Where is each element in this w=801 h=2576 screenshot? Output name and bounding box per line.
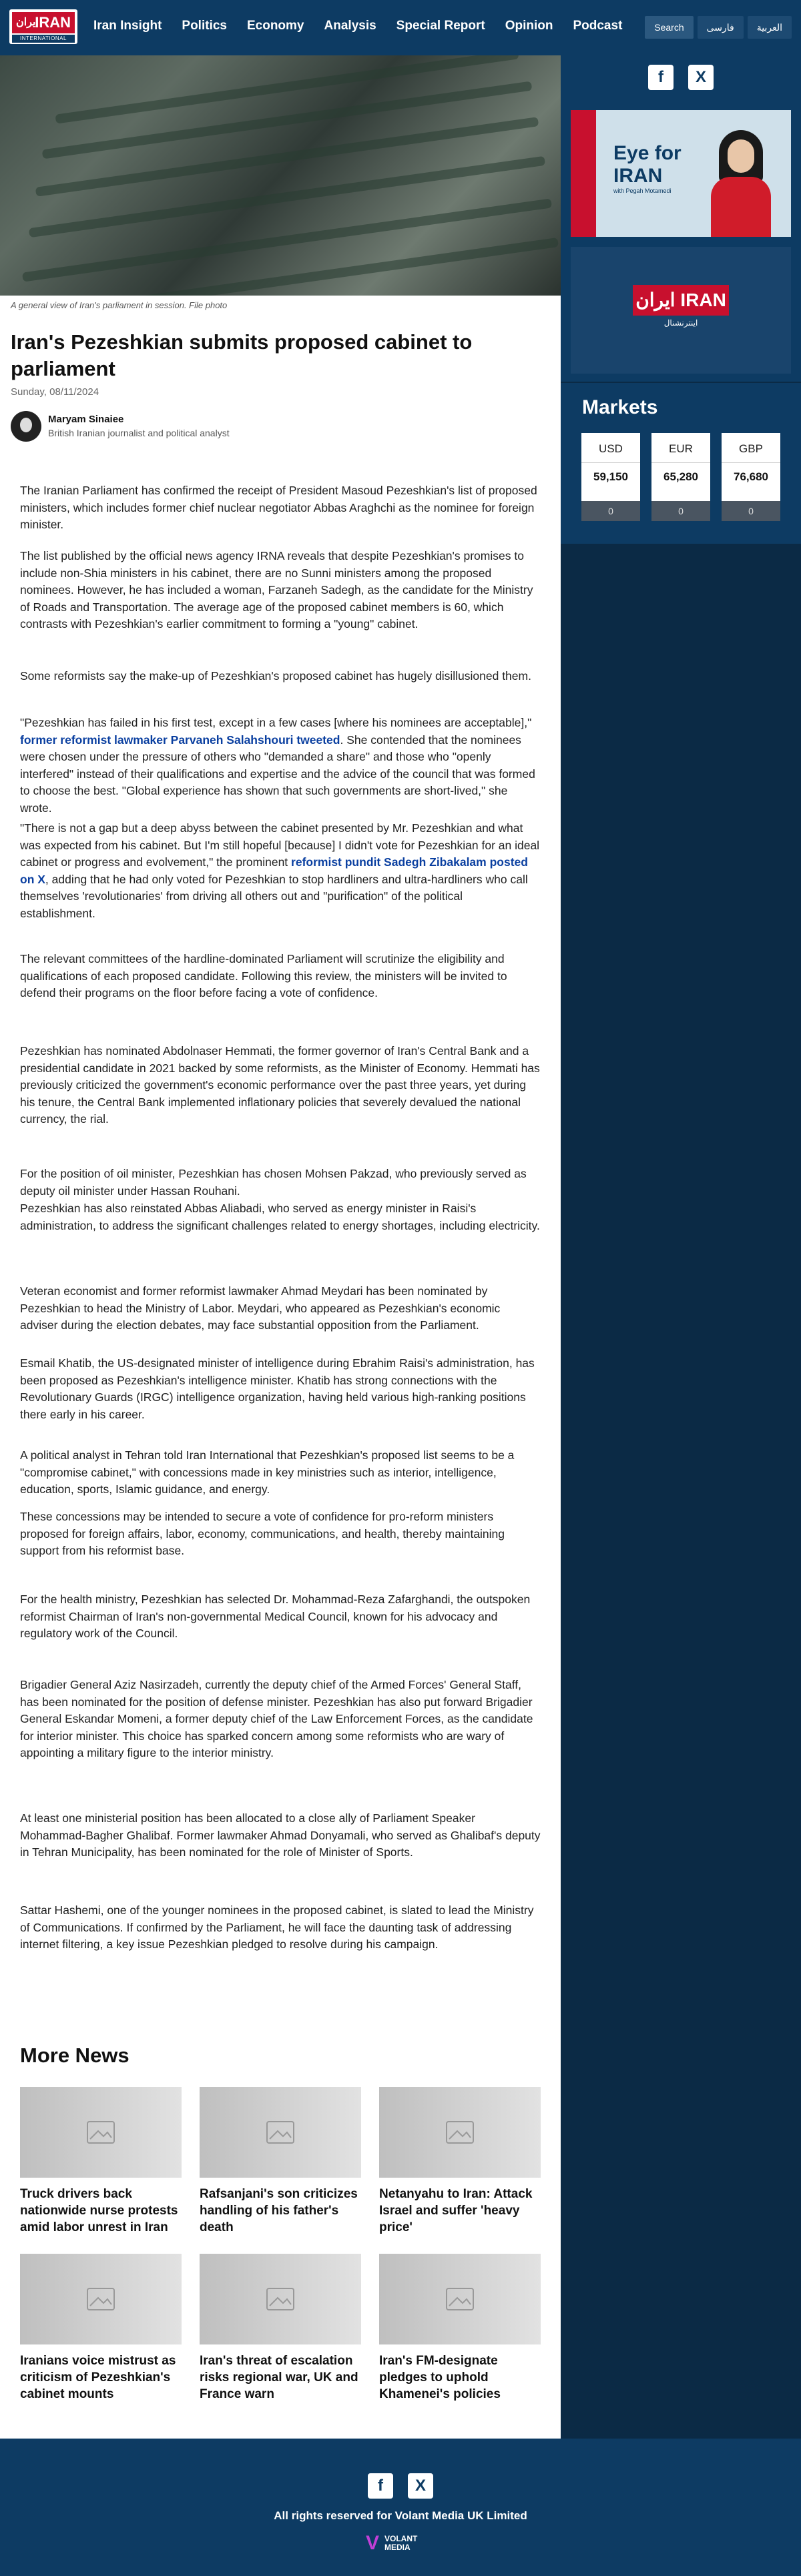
paragraph: Pezeshkian has also reinstated Abbas Aliabadi, who served as energy minister in Raisi's administration, to address the significant challenges related to energy shortages, including electricity.: [20, 1202, 540, 1232]
paragraph: Some reformists say the make-up of Pezeshkian's proposed cabinet has hugely disillusioned them.: [20, 669, 531, 683]
paragraph: These concessions may be intended to secure a vote of confidence for pro-reform ministers proposed for foreign affairs, labor, economy, communications, and health, thereby maintaining support from his reformist base.: [20, 1510, 505, 1557]
paragraph-text: "Pezeshkian has failed in his first test, except in a few cases [where his nominees are acceptable],": [20, 716, 532, 729]
banner-logo-text: ایران IRAN: [633, 285, 729, 316]
logo-fa-text: ایران: [16, 17, 39, 28]
site-footer: [0, 2439, 801, 2576]
ad-title-line2: IRAN: [613, 165, 663, 187]
image-placeholder-icon: [444, 2116, 476, 2148]
main-nav: [93, 19, 622, 33]
volant-media-logo[interactable]: [366, 2532, 439, 2555]
logo-red-box: [12, 12, 75, 33]
currency-value: 76,680: [734, 470, 768, 483]
news-card-image: [200, 2087, 361, 2178]
nav-economy[interactable]: Economy: [246, 19, 304, 33]
paragraph: Brigadier General Aziz Nasirzadeh, currently the deputy chief of the Armed Forces' General Staff, has been nominated for the position of defense minister. Pezeshkian has also put forward Brigadier General Eskandar Momeni, a former deputy chief of the Law Enforcement Forces, as the candidate for interior minister. This choice has sparked concern among some reformists who are wary of appointing a military figure to the interior ministry.: [20, 1678, 533, 1759]
logo-text: IRAN: [35, 14, 71, 31]
currency-value: 59,150: [593, 470, 628, 483]
search-button[interactable]: Search: [645, 16, 693, 39]
banner-logo-subtext: اینترنشنال: [663, 318, 698, 328]
nav-politics[interactable]: Politics: [182, 19, 227, 33]
markets-title: Markets: [582, 396, 658, 418]
paragraph: The list published by the official news agency IRNA reveals that despite Pezeshkian's promises to include non-Shia ministers in his cabinet, there are no Sunni ministers among the proposed nominees. However, he has included a woman, Farzaneh Sadegh, as the candidate for the Ministry of Roads and Transportation. The average age of the proposed cabinet members is 60, which contrasts with Pezeshkian's earlier commitment to forming a "young" cabinet.: [20, 549, 533, 630]
currency-change: 0: [651, 501, 710, 521]
ad-subtitle: with Pegah Motamedi: [613, 187, 672, 194]
site-logo[interactable]: [9, 9, 77, 44]
paragraph: For the position of oil minister, Pezeshkian has chosen Mohsen Pakzad, who previously served as deputy oil minister under Hassan Rouhani.: [20, 1167, 527, 1198]
header-actions: [645, 16, 792, 39]
footer-x-twitter-icon[interactable]: X: [408, 2473, 433, 2499]
author-avatar: [11, 411, 41, 442]
site-header: [0, 0, 801, 55]
article-main: [0, 55, 561, 2439]
ad-title: [613, 142, 682, 187]
nav-iran-insight[interactable]: Iran Insight: [93, 19, 162, 33]
paragraph: The Iranian Parliament has confirmed the receipt of President Masoud Pezeshkian's list of proposed ministers, which includes former chief nuclear negotiator Abbas Araghchi as the nominee for foreign minister.: [20, 484, 537, 531]
author-role: British Iranian journalist and political analyst: [48, 428, 230, 438]
currency-change: 0: [581, 501, 640, 521]
nav-analysis[interactable]: Analysis: [324, 19, 376, 33]
news-card-title[interactable]: Truck drivers back nationwide nurse protests amid labor unrest in Iran: [20, 2187, 178, 2234]
news-card[interactable]: [200, 2254, 361, 2403]
news-card-title[interactable]: Iran's FM-designate pledges to uphold Khamenei's policies: [379, 2354, 501, 2401]
presenter-image: [704, 130, 778, 237]
currency-change: 0: [722, 501, 780, 521]
lang-arabic-button[interactable]: العربية: [748, 16, 792, 39]
more-news-heading: More News: [20, 2044, 129, 2067]
image-placeholder-icon: [85, 2116, 117, 2148]
paragraph: A political analyst in Tehran told Iran International that Pezeshkian's proposed list seems to be a "compromise cabinet," with concessions made in key ministries such as interior, intelligence, education, sports, Islamic guidance, and energy.: [20, 1448, 515, 1496]
news-card[interactable]: [200, 2087, 361, 2236]
news-card-title[interactable]: Iranians voice mistrust as criticism of Pezeshkian's cabinet mounts: [20, 2354, 176, 2401]
article-date: Sunday, 08/11/2024: [11, 386, 99, 398]
news-card-image: [20, 2254, 182, 2344]
currency-code: USD: [599, 442, 623, 455]
paragraph: Esmail Khatib, the US-designated minister of intelligence during Ebrahim Raisi's administration, has been proposed as Pezeshkian's intelligence minister. Khatib has strong connections with the Revolutionary Guards (IRGC) intelligence organization, having held various high-ranking positions there early in his career.: [20, 1356, 535, 1421]
paragraph: Pezeshkian has nominated Abdolnaser Hemmati, the former governor of Iran's Central Bank and a presidential candidate in 2021 backed by some reformists, as the Minister of Economy. Hemmati has previously criticized the government's economic performance over the past three years, yet during his tenure, the Central Bank implemented inflationary policies that severely devalued the national currency, the rial.: [20, 1044, 540, 1126]
nav-opinion[interactable]: Opinion: [505, 19, 553, 33]
footer-facebook-icon[interactable]: f: [368, 2473, 393, 2499]
paragraph-text: . She contended that the nominees were chosen under the pressure of others who "demanded a share" and those who "openly interfered" instead of their qualifications and expertise and the advice of the council that was formed to choose the best. "Global experience has shown that such governments are short-lived," she wrote.: [20, 733, 535, 815]
news-card-image: [20, 2087, 182, 2178]
image-placeholder-icon: [264, 2116, 296, 2148]
paragraph: [20, 820, 541, 922]
nav-special-report[interactable]: Special Report: [396, 19, 485, 33]
paragraph: [20, 715, 541, 817]
nav-podcast[interactable]: Podcast: [573, 19, 623, 33]
news-card[interactable]: [20, 2087, 182, 2236]
paragraph-text: "There is not a gap but a deep abyss between the cabinet presented by Mr. Pezeshkian and what was expected from his cabinet. But I'm still hopeful [because] I didn't vote for Pezeshkian for an ideal cabinet or progress and evolvement," the prominent: [20, 821, 540, 869]
currency-code: GBP: [739, 442, 763, 455]
currency-eur: [651, 433, 710, 521]
currency-usd: [581, 433, 640, 521]
volant-wordmark: [384, 2535, 417, 2552]
image-placeholder-icon: [264, 2283, 296, 2315]
facebook-icon[interactable]: f: [648, 65, 674, 90]
eye-for-iran-ad[interactable]: [571, 110, 791, 237]
news-card[interactable]: [379, 2254, 541, 2403]
zibakalam-post-link[interactable]: reformist pundit Sadegh Zibakalam posted on X: [20, 855, 528, 886]
paragraph-text: , adding that he had only voted for Pezeshkian to stop hardliners and ultra-hardliners who call themselves 'revolutionaries' from driving all others out and "purification" of the political establishment.: [20, 872, 528, 920]
volant-v-mark: V: [366, 2532, 380, 2554]
paragraph: The relevant committees of the hardline-dominated Parliament will scrutinize the eligibility and qualifications of each proposed candidate. Following this review, the ministers will be invited to defend their programs on the floor before facing a vote of confidence.: [20, 952, 507, 999]
news-card-title[interactable]: Rafsanjani's son criticizes handling of his father's death: [200, 2187, 358, 2234]
iran-international-banner[interactable]: [571, 247, 791, 374]
x-twitter-icon[interactable]: X: [688, 65, 714, 90]
markets-widget: [561, 382, 801, 544]
currency-code: EUR: [669, 442, 693, 455]
article-title: Iran's Pezeshkian submits proposed cabinet to parliament: [11, 330, 473, 380]
salahshouri-tweet-link[interactable]: former reformist lawmaker Parvaneh Salahshouri tweeted: [20, 733, 340, 747]
paragraph: For the health ministry, Pezeshkian has selected Dr. Mohammad-Reza Zafarghandi, the outspoken reformist Chairman of Iran's non-governmental Medical Council, known for his advocacy and regulatory work of the Council.: [20, 1593, 531, 1640]
image-placeholder-icon: [85, 2283, 117, 2315]
ad-title-line1: Eye for: [613, 142, 682, 164]
hero-image: [0, 55, 561, 296]
paragraph: Veteran economist and former reformist lawmaker Ahmad Meydari has been nominated by Pezeshkian to head the Ministry of Labor. Meydari, who appeared as Pezeshkian's economic adviser during the election debates, may face substantial opposition from the Parliament.: [20, 1284, 501, 1332]
lang-persian-button[interactable]: فارسی: [698, 16, 744, 39]
volant-word-1: VOLANT: [384, 2534, 418, 2543]
volant-word-2: MEDIA: [384, 2543, 411, 2552]
paragraph: At least one ministerial position has been allocated to a close ally of Parliament Speaker Mohammad-Bagher Ghalibaf. Former lawmaker Ahmad Donyamali, who served as Ghalibaf's deputy in Tehran Municipality, has been nominated for the role of Minister of Sports.: [20, 1811, 541, 1859]
news-card[interactable]: [379, 2087, 541, 2236]
ad-red-bar: [571, 110, 596, 237]
news-card-title[interactable]: Netanyahu to Iran: Attack Israel and suffer 'heavy price': [379, 2187, 533, 2234]
news-card-image: [379, 2254, 541, 2344]
image-caption: A general view of Iran's parliament in session. File photo: [11, 300, 228, 310]
copyright-text: All rights reserved for Volant Media UK Limited: [274, 2509, 527, 2522]
currency-value: 65,280: [663, 470, 698, 483]
news-card-image: [379, 2087, 541, 2178]
news-card-image: [200, 2254, 361, 2344]
paragraph: Sattar Hashemi, one of the younger nominees in the proposed cabinet, is slated to lead the Ministry of Communications. If confirmed by the Parliament, he will face the daunting task of addressing internet filtering, a key issue Pezeshkian pledged to resolve during his campaign.: [20, 1903, 534, 1951]
currency-gbp: [722, 433, 780, 521]
logo-subtext: INTERNATIONAL: [12, 35, 75, 43]
image-placeholder-icon: [444, 2283, 476, 2315]
iran-international-logo: [633, 285, 729, 334]
author-name[interactable]: Maryam Sinaiee: [48, 414, 124, 425]
news-card[interactable]: [20, 2254, 182, 2403]
news-card-title[interactable]: Iran's threat of escalation risks regional war, UK and France warn: [200, 2354, 358, 2401]
